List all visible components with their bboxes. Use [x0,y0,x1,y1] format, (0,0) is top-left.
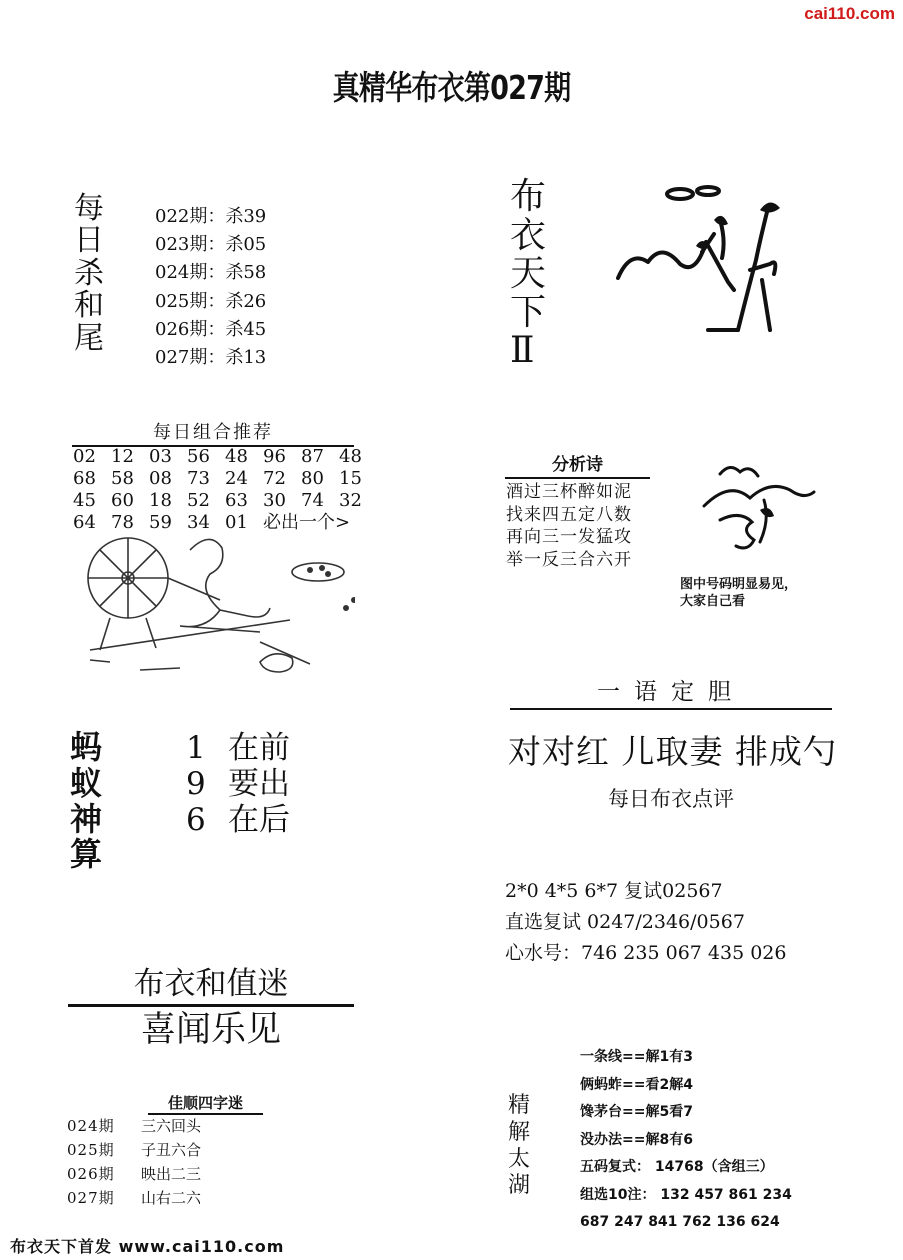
combo-number: 74 [301,490,324,511]
heading-char: 神 [70,799,103,838]
heading-char: 蚁 [70,763,103,802]
combo-number: 03 [149,446,172,467]
combo-number: 73 [187,468,210,489]
combo-number: 32 [339,490,362,511]
combo-number: 64 [73,512,96,533]
heading-char: 算 [70,835,103,874]
combo-number: 78 [111,512,134,533]
mayi-number: 9 [186,766,206,802]
site-watermark: cai110.com [804,4,895,23]
combo-number: 48 [339,446,362,467]
combo-row [73,446,377,468]
list-item [186,730,290,766]
list-item: 025期：杀26 [155,290,267,312]
poem-line: 找来四五定八数 [506,504,632,525]
riddle-text: 三六回头 [141,1117,202,1135]
analysis-line: 687 247 841 762 136 624 [580,1214,780,1230]
combo-number: 68 [73,468,96,489]
combo-number: 45 [73,490,96,511]
heading-char: 衣 [510,214,547,256]
combo-number: 15 [339,468,362,489]
note-line: 大家自己看 [680,594,746,609]
taihu-heading [508,1093,530,1200]
kill-tail-heading [74,193,104,355]
combo-number: 59 [149,512,172,533]
mayi-number: 1 [186,730,206,766]
riddle-text: 子丑六合 [141,1141,202,1159]
analysis-poem [506,481,632,571]
combo-number: 96 [263,446,286,467]
analysis-line: 俩蚂蚱==看2解4 [580,1076,693,1093]
poem-heading: 分析诗 [505,450,650,479]
yiyu-text: 对对红 儿取妻 排成勺 [508,732,837,771]
combo-tail-note: 必出一个> [263,512,351,533]
mayi-text: 在前 [228,730,290,766]
combo-number: 30 [263,490,286,511]
combo-number: 02 [73,446,96,467]
buyi-tianxia-heading [510,178,546,371]
code-line: 2*0 4*5 6*7 复试02567 [505,880,723,902]
period-label: 026期 [67,1165,115,1183]
list-item [67,1114,201,1138]
analysis-line: 五码复式： 14768（含组三） [580,1159,774,1175]
combo-number: 34 [187,512,210,533]
code-recommendations [505,876,786,969]
sum-riddle-text: 喜闻乐见 [140,1010,281,1050]
ink-landscape-drawing [700,460,820,560]
analysis-line: 馋茅台==解5看7 [580,1104,693,1120]
page-title: 真精华布衣第027期 [332,68,571,107]
combo-number: 12 [111,446,134,467]
list-item [186,802,290,838]
list-item: 024期：杀58 [155,262,267,284]
combo-number: 08 [149,468,172,489]
combo-number: 63 [225,490,248,511]
picture-hint-note [680,576,797,610]
heading-char: 日 [74,223,104,259]
combo-number: 72 [263,468,286,489]
poem-line: 酒过三杯醉如泥 [506,482,632,502]
analysis-line: 没办法==解8有6 [580,1131,693,1148]
combo-number: 60 [111,490,134,511]
combo-number-grid [73,446,377,534]
heading-char: 太 [508,1146,531,1172]
mayi-text: 在后 [228,802,290,838]
analysis-line: 组选10注： 132 457 861 234 [580,1186,792,1203]
heading-char: 解 [508,1119,531,1145]
combo-number: 80 [301,468,324,489]
combo-number: 48 [225,446,248,467]
heading-char: 和 [74,288,104,324]
heading-char: 蚂 [70,728,103,766]
riddle-text: 映出二三 [141,1165,202,1183]
heading-char: 布 [510,176,547,217]
combo-heading: 每日组合推荐 [72,418,354,447]
mayi-text: 要出 [228,766,290,802]
code-line: 心水号：746 235 067 435 026 [505,942,787,964]
heading-char: 下 [510,291,547,333]
list-item: 023期：杀05 [155,234,267,256]
list-item [67,1162,201,1186]
heading-char: 精 [508,1093,531,1118]
poem-line: 再向三一发猛攻 [506,527,632,547]
period-label: 024期 [67,1117,115,1135]
heading-char: 尾 [74,320,104,356]
list-item [186,766,290,802]
heading-char: 湖 [508,1173,531,1199]
code-line: 直选复试 0247/2346/0567 [505,911,745,933]
poem-line: 举一反三合六开 [506,549,632,570]
spinning-wheel-illustration [70,530,355,675]
mayi-heading [70,730,102,873]
combo-number: 56 [187,446,210,467]
period-label: 025期 [67,1141,115,1159]
four-char-riddle-heading: 佳顺四字迷 [148,1092,263,1115]
heading-char: Ⅱ [510,330,535,372]
mayi-number: 6 [186,802,206,838]
combo-row [73,490,377,512]
riddle-text: 山右二六 [141,1189,202,1207]
list-item: 022期：杀39 [155,206,267,227]
yiyu-heading: 一语定胆 [510,673,832,710]
heading-char: 每 [74,191,104,226]
taihu-analysis [580,1044,792,1237]
combo-number: 18 [149,490,172,511]
analysis-line: 一条线==解1有3 [580,1049,693,1065]
mayi-list [186,730,290,838]
list-item [67,1138,201,1162]
footer-site-credit: 布衣天下首发 www.cai110.com [10,1237,285,1256]
combo-number: 24 [225,468,248,489]
list-item [67,1186,201,1210]
daily-review-label: 每日布衣点评 [608,787,734,811]
period-label: 027期 [67,1189,115,1207]
heading-char: 杀 [74,255,104,291]
combo-number: 01 [225,512,248,533]
combo-number: 58 [111,468,134,489]
combo-number: 52 [187,490,210,511]
kill-tail-list [155,203,266,372]
sum-riddle-heading: 布衣和值迷 [68,958,354,1007]
list-item: 026期：杀45 [155,318,267,340]
combo-number: 87 [301,446,324,467]
note-line: 图中号码明显易见， [680,577,798,592]
heading-char: 天 [510,253,547,295]
four-char-riddle-list [67,1114,201,1210]
list-item: 027期：杀13 [155,347,267,369]
ink-figure-drawing [610,180,790,340]
combo-row [73,468,377,490]
